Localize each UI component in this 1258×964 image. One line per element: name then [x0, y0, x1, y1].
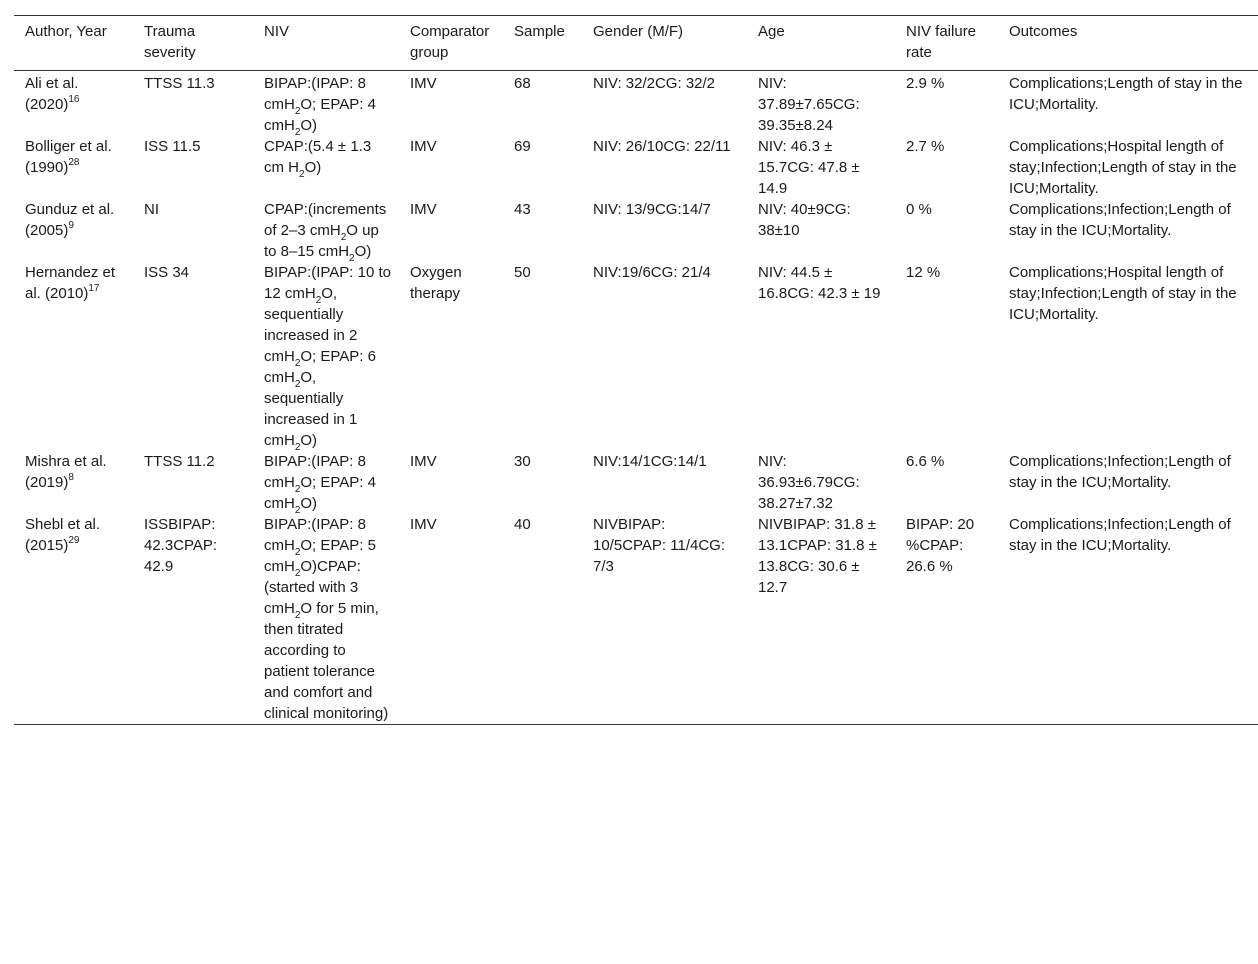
sample-cell: 68	[514, 75, 531, 92]
niv-text: CPAP:(5.4 ± 1.3 cm H	[264, 138, 372, 176]
severity-cell: ISS 34	[144, 264, 190, 281]
niv-text: O; EPAP: 4 cmH	[264, 474, 376, 512]
niv-text: BIPAP:(IPAP: 8 cmH	[264, 516, 366, 554]
gender-cell: NIV:14/1CG:14/1	[593, 453, 707, 470]
niv-cell	[253, 199, 399, 262]
subscript: 2	[294, 547, 301, 558]
niv-cell	[253, 514, 399, 725]
subscript: 2	[294, 484, 301, 495]
gender-cell: NIVBIPAP: 10/5CPAP: 11/4CG: 7/3	[593, 516, 726, 575]
author-cell	[14, 199, 133, 262]
age-cell: NIV: 40±9CG: 38±10	[758, 201, 851, 239]
reference-number: 29	[68, 535, 80, 546]
gender-cell: NIV: 13/9CG:14/7	[593, 201, 711, 218]
header-outcomes: Outcomes	[1009, 23, 1078, 40]
header-sample: Sample	[514, 23, 565, 40]
header-age: Age	[758, 23, 785, 40]
header-severity: Trauma severity	[144, 23, 196, 61]
niv-text: O)CPAP:(started with 3 cmH	[264, 558, 361, 617]
reference-number: 9	[68, 220, 74, 231]
niv-cell	[253, 451, 399, 514]
subscript: 2	[349, 253, 355, 264]
table-row	[14, 136, 1258, 199]
comparator-cell: IMV	[410, 201, 437, 218]
niv-text: O, sequentially increased in 1 cmH	[264, 369, 358, 449]
comparator-cell: IMV	[410, 453, 437, 470]
reference-number: 17	[88, 283, 100, 294]
table-row	[14, 451, 1258, 514]
age-cell: NIV: 44.5 ± 16.8CG: 42.3 ± 19	[758, 264, 881, 302]
comparator-cell: IMV	[410, 75, 437, 92]
subscript: 2	[294, 610, 301, 621]
subscript: 2	[294, 568, 301, 579]
failure-rate-cell: 6.6 %	[906, 453, 945, 470]
sample-cell: 30	[514, 453, 531, 470]
gender-cell: NIV: 26/10CG: 22/11	[593, 138, 731, 155]
severity-cell: NI	[144, 201, 159, 218]
author-text: Gunduz et al. (2005)	[25, 201, 115, 239]
author-cell	[14, 451, 133, 514]
outcomes-cell: Complications;Hospital length of stay;Infection;Length of stay in the ICU;Mortality.	[1009, 264, 1237, 323]
reference-number: 16	[68, 94, 80, 105]
header-comparator: Comparator group	[410, 23, 490, 61]
niv-text: O, sequentially increased in 2 cmH	[264, 285, 358, 365]
comparator-cell: IMV	[410, 516, 437, 533]
failure-rate-cell: 12 %	[906, 264, 941, 281]
failure-rate-cell: BIPAP: 20 %CPAP: 26.6 %	[906, 516, 975, 575]
reference-number: 28	[68, 157, 80, 168]
header-failure-rate: NIV failure rate	[906, 23, 977, 61]
severity-cell: TTSS 11.3	[144, 75, 215, 92]
outcomes-cell: Complications;Length of stay in the ICU;Mortality.	[1009, 75, 1243, 113]
author-cell	[14, 136, 133, 199]
gender-cell: NIV: 32/2CG: 32/2	[593, 75, 716, 92]
failure-rate-cell: 0 %	[906, 201, 932, 218]
comparator-cell: IMV	[410, 138, 437, 155]
failure-rate-cell: 2.9 %	[906, 75, 945, 92]
niv-cell	[253, 262, 399, 451]
subscript: 2	[299, 169, 305, 180]
author-text: Mishra et al. (2019)	[25, 453, 107, 491]
table-row	[14, 262, 1258, 451]
studies-table	[14, 15, 1258, 725]
subscript: 2	[294, 442, 301, 453]
severity-cell: ISS 11.5	[144, 138, 201, 155]
subscript: 2	[315, 295, 322, 306]
niv-text: O; EPAP: 5 cmH	[264, 537, 376, 575]
subscript: 2	[294, 106, 301, 117]
subscript: 2	[294, 358, 301, 369]
age-cell: NIVBIPAP: 31.8 ± 13.1CPAP: 31.8 ± 13.8CG: 30.6 ± 12.7	[758, 516, 877, 596]
author-cell	[14, 71, 133, 137]
age-cell: NIV: 36.93±6.79CG: 38.27±7.32	[758, 453, 860, 512]
niv-text: O up to 8–15 cmH	[264, 222, 379, 260]
comparator-cell: Oxygen therapy	[410, 264, 462, 302]
niv-text: O)	[354, 243, 372, 260]
author-text: Hernandez et al. (2010)	[25, 264, 116, 302]
outcomes-cell: Complications;Infection;Length of stay in the ICU;Mortality.	[1009, 453, 1231, 491]
niv-cell	[253, 136, 399, 199]
header-author: Author, Year	[25, 23, 107, 40]
sample-cell: 40	[514, 516, 531, 533]
niv-text: O)	[304, 159, 322, 176]
niv-cell	[253, 71, 399, 137]
sample-cell: 50	[514, 264, 531, 281]
niv-text: CPAP:(increments of 2–3 cmH	[264, 201, 387, 239]
niv-text: O)	[300, 495, 318, 512]
header-row	[14, 16, 1258, 71]
table-body	[14, 71, 1258, 725]
header-niv: NIV	[264, 23, 290, 40]
niv-text: O; EPAP: 4 cmH	[264, 96, 376, 134]
sample-cell: 43	[514, 201, 531, 218]
gender-cell: NIV:19/6CG: 21/4	[593, 264, 711, 281]
author-text: Ali et al. (2020)	[25, 75, 79, 113]
outcomes-cell: Complications;Infection;Length of stay in the ICU;Mortality.	[1009, 201, 1231, 239]
author-cell	[14, 514, 133, 725]
subscript: 2	[294, 505, 301, 516]
niv-text: BIPAP:(IPAP: 10 to 12 cmH	[264, 264, 392, 302]
severity-cell: TTSS 11.2	[144, 453, 215, 470]
outcomes-cell: Complications;Hospital length of stay;Infection;Length of stay in the ICU;Mortality.	[1009, 138, 1237, 197]
author-cell	[14, 262, 133, 451]
niv-text: O)	[300, 432, 318, 449]
niv-text: O for 5 min, then titrated according to patient tolerance and comfort and clinical monitoring)	[264, 600, 389, 722]
age-cell: NIV: 46.3 ± 15.7CG: 47.8 ± 14.9	[758, 138, 860, 197]
author-text: Shebl et al. (2015)	[25, 516, 101, 554]
table-row	[14, 71, 1258, 137]
failure-rate-cell: 2.7 %	[906, 138, 945, 155]
niv-text: BIPAP:(IPAP: 8 cmH	[264, 453, 366, 491]
table-row	[14, 514, 1258, 725]
niv-text: O; EPAP: 6 cmH	[264, 348, 376, 386]
sample-cell: 69	[514, 138, 531, 155]
reference-number: 8	[68, 472, 74, 483]
table-row	[14, 199, 1258, 262]
subscript: 2	[340, 232, 347, 243]
subscript: 2	[294, 379, 301, 390]
niv-text: O)	[300, 117, 318, 134]
author-text: Bolliger et al. (1990)	[25, 138, 112, 176]
header-gender: Gender (M/F)	[593, 23, 684, 40]
age-cell: NIV: 37.89±7.65CG: 39.35±8.24	[758, 75, 860, 134]
subscript: 2	[294, 127, 301, 138]
outcomes-cell: Complications;Infection;Length of stay in the ICU;Mortality.	[1009, 516, 1231, 554]
severity-cell: ISSBIPAP: 42.3CPAP: 42.9	[144, 516, 218, 575]
niv-text: BIPAP:(IPAP: 8 cmH	[264, 75, 366, 113]
